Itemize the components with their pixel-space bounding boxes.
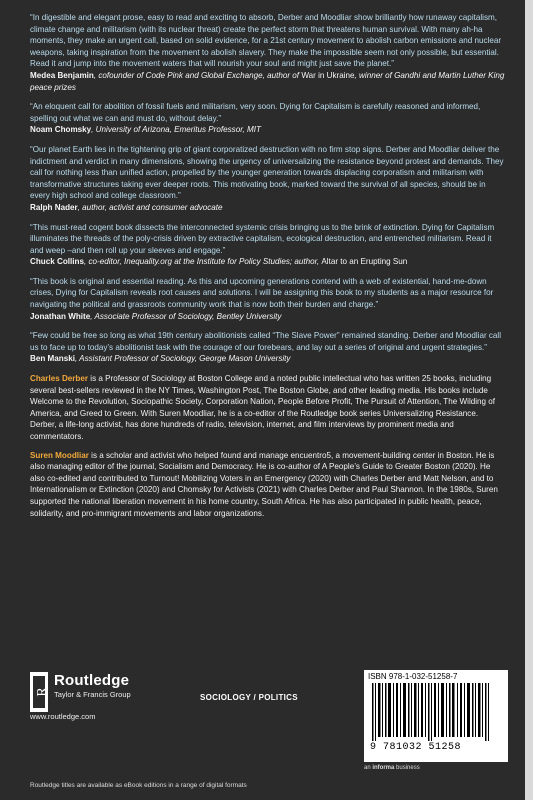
endorsement-author [30,202,506,214]
routledge-mark-icon [30,672,48,712]
author-bio [30,450,506,520]
author-affiliation: , Associate Professor of Sociology, Bentley University [90,311,282,321]
informa-brand: informa [372,765,395,771]
endorsement-text: “Our planet Earth lies in the tightening grip of giant corporatized destruction with no firm stop signs. Derber and Moodliar deliver the indictment and verdict in many dimensions, showing the urgency of universalizing the resistance beyond protest and demands. They call for nothing less than unified action, propelled by the younger generation towards displacing corporatism and militarism with transformative structures taking ever deeper roots. This motivating book, marked toward the survival of all species, should be in every high school and college classroom.” [30,144,504,201]
informa-pre: an [364,765,373,771]
endorsement-author [30,256,506,268]
cover-footer [30,670,500,780]
author-name: Noam Chomsky [30,125,92,135]
bio-text: is a scholar and activist who helped found and manage encuentro5, a movement-building center in Boston. He is also managing editor of the journal, Socialism and Democracy. He is co-author of A People’s Guide to Greater Boston (2020). He also co-edited and contributed to Turnout! Mobilizing Voters in an Emergency (2020) with Charles Derber and Matt Nelson, and to Internationalism or Extinction (2020) and Chomsky for Activists (2021) with Charles Derber and Paul Shannon. In the 1980s, Suren supported the national liberation movement in his home country, South Africa. He has also participated in public health, peace, solidarity, and pro-immigrant movements and labor organizations. [30,450,498,518]
subject-category: SOCIOLOGY / POLITICS [200,693,298,702]
bio-name: Suren Moodliar [30,450,89,460]
publisher-name: Routledge [54,672,130,689]
author-book: War in Ukraine [301,70,355,80]
barcode-icon [370,683,498,741]
publisher-logo [30,670,200,730]
author-affiliation: , University of Arizona, Emeritus Professor, MIT [91,125,261,135]
author-affiliation: , author, activist and consumer advocate [77,202,223,212]
endorsement-text: “Few could be free so long as what 19th century abolitionists called “The Slave Power” remained standing. Derber and Moodliar call us to face up to today’s abolitionist task with the courage of our forebears, and lay out a series of original and urgent strategies.” [30,331,502,352]
endorsement [30,144,506,214]
endorsement [30,276,506,322]
ebook-note: Routledge titles are available as eBook editions in a range of digital formats [30,782,247,789]
author-name: Chuck Collins [30,257,84,267]
endorsement-text: “This book is original and essential reading. As this and upcoming generations contend with a web of existential, hand-me-down crises, Dying for Capitalism reveals root causes and solutions. I will be assigning this book to my students as a major resource for navigating the political and grassroots community work that is now both their burden and charge.” [30,276,494,310]
isbn-label: ISBN 978-1-032-51258-7 [368,672,458,681]
author-book: Altar to an Erupting Sun [321,257,408,267]
endorsement-author [30,311,506,323]
author-name: Medea Benjamin [30,70,94,80]
endorsement [30,330,506,365]
author-name: Jonathan White [30,311,91,321]
svg-text:R: R [35,687,50,697]
endorsement [30,222,506,268]
bio-name: Charles Derber [30,374,89,384]
endorsement-text: “In digestible and elegant prose, easy to read and exciting to absorb, Derber and Moodliar show brilliantly how runaway capitalism, climate change and militarism (with its nuclear threat) create the perfect storm that threatens human survival. With many ah-ha moments, they make an urgent call, based on solid evidence, for a 21st century movement to abolish carbon emissions and nuclear weapons, taking inspiration from the movement to abolish slavery. They make the impossible seem not only possible, but essential. Read it and jump into the movement waters that will nourish your soul and might just save the planet.” [30,13,502,69]
endorsement [30,12,506,93]
author-affiliation: , cofounder of Code Pink and Global Exchange, author of [93,70,302,80]
publisher-group: Taylor & Francis Group [54,690,131,699]
barcode-box [364,670,508,762]
bio-text: is a Professor of Sociology at Boston College and a noted public intellectual who has written 25 books, including several best-sellers reviewed in the NY Times, Washington Post, The Boston Globe, and other leading media. His books include Welcome to the Revolution, Sociopathic Society, Corporation Nation, People Before Profit, The Pursuit of Attention, The Wilding of America, and Greed to Green. With Suren Moodliar, he is a co-editor of the Routledge book series Universalizing Resistance. Derber, a life-long activist, has done hundreds of radio, television, internet, and film interviews by prominent media and commentators. [30,374,496,441]
publisher-url: www.routledge.com [30,712,96,721]
author-affiliation: , co-editor, Inequality.org at the Institute for Policy Studies; author, [83,257,322,267]
informa-post: business [394,765,420,771]
endorsement-text: “An eloquent call for abolition of fossil fuels and militarism, very soon. Dying for Capitalism is carefully reasoned and informed, spelling out what we can and must do, without delay.” [30,102,481,123]
endorsement-author [30,353,506,365]
endorsement-text: “This must-read cogent book dissects the interconnected systemic crisis bringing us to the brink of extinction. Dying for Capitalism illuminates the threads of the poly-crisis driven by extractive capitalism, ecological destruction, and entrenched militarism. Read it and weep –and then roll up your sleeves and engage.” [30,222,495,255]
author-affiliation-tail: , winner of Gandhi and Martin Luther King peace prizes [30,70,505,92]
author-name: Ralph Nader [30,202,78,212]
page-edge [525,0,533,800]
author-name: Ben Manski [30,354,75,364]
barcode-number: 9 781032 51258 [370,742,462,753]
author-bio [30,373,506,443]
cover-content [30,12,506,526]
endorsement [30,101,506,136]
endorsement-author [30,124,506,136]
endorsement-author [30,70,506,93]
author-affiliation: , Assistant Professor of Sociology, George Mason University [74,354,291,364]
informa-business [364,765,420,771]
